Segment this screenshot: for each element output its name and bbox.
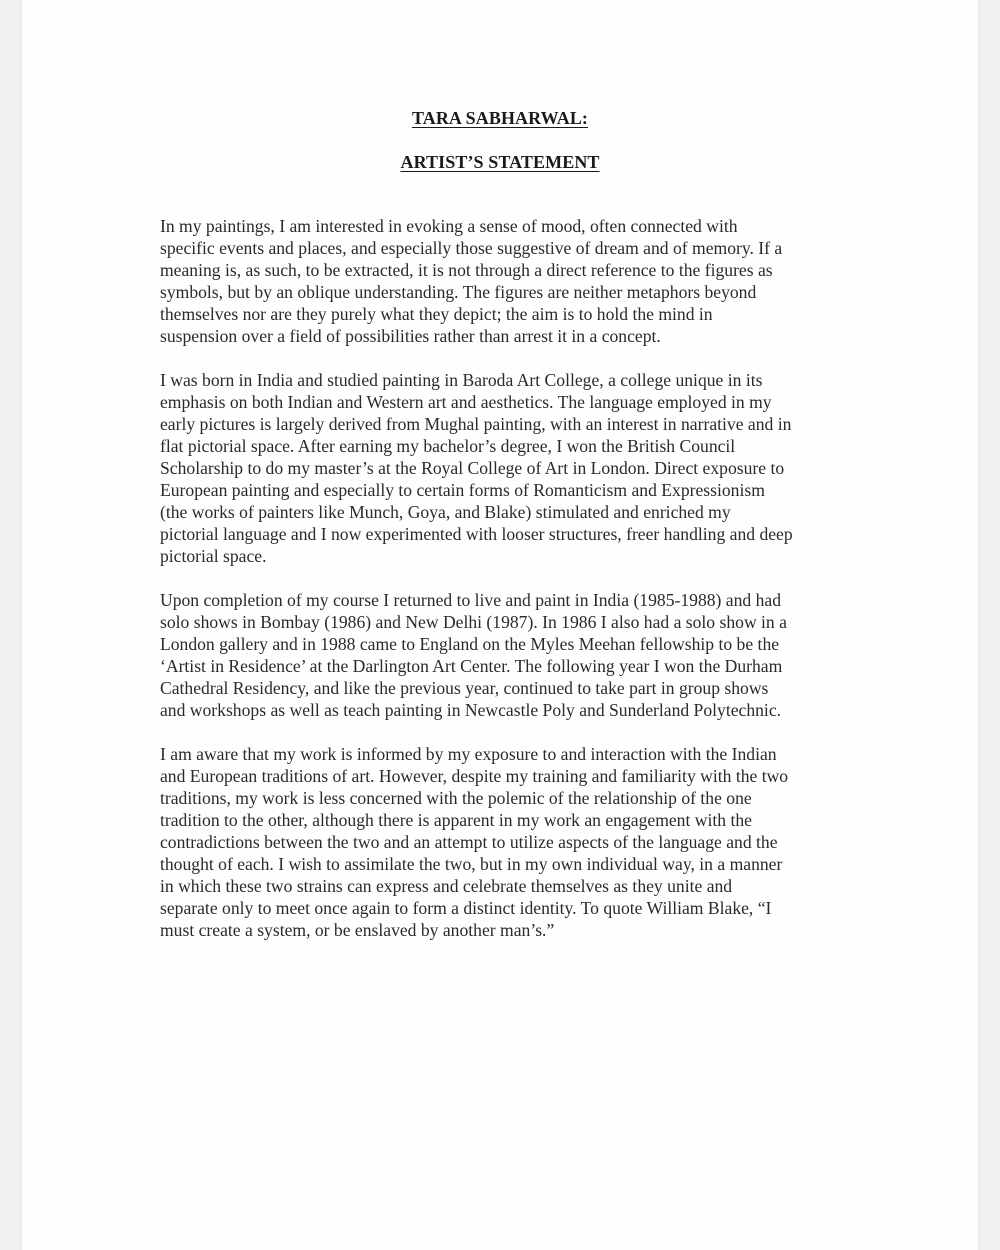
text-line: In my paintings, I am interested in evoking a sense of mood, often connected with xyxy=(160,216,738,236)
text-line: contradictions between the two and an attempt to utilize aspects of the language and the xyxy=(160,832,778,852)
text-line: and European traditions of art. However, despite my training and familiarity with the two xyxy=(160,766,789,786)
text-line: must create a system, or be enslaved by another man’s.” xyxy=(160,920,555,940)
text-line: early pictures is largely derived from Mughal painting, with an interest in narrative and in xyxy=(160,414,792,434)
text-line: meaning is, as such, to be extracted, it is not through a direct reference to the figures as xyxy=(160,260,773,280)
text-line: ‘Artist in Residence’ at the Darlington Art Center. The following year I won the Durham xyxy=(160,656,783,676)
text-line: specific events and places, and especially those suggestive of dream and of memory. If a xyxy=(160,238,783,258)
document-body xyxy=(160,215,860,963)
paragraph-education xyxy=(160,369,860,567)
text-line: and workshops as well as teach painting in Newcastle Poly and Sunderland Polytechnic. xyxy=(160,700,782,720)
text-line: suspension over a field of possibilities rather than arrest it in a concept. xyxy=(160,326,661,346)
text-line: tradition to the other, although there is apparent in my work an engagement with the xyxy=(160,810,752,830)
text-line: traditions, my work is less concerned with the polemic of the relationship of the one xyxy=(160,788,752,808)
paragraph-mood xyxy=(160,215,860,347)
paragraph-traditions xyxy=(160,743,860,941)
text-line: European painting and especially to certain forms of Romanticism and Expressionism xyxy=(160,480,765,500)
text-line: thought of each. I wish to assimilate the two, but in my own individual way, in a manner xyxy=(160,854,783,874)
text-line: London gallery and in 1988 came to England on the Myles Meehan fellowship to be the xyxy=(160,634,780,654)
text-line: solo shows in Bombay (1986) and New Delhi (1987). In 1986 I also had a solo show in a xyxy=(160,612,787,632)
text-line: pictorial space. xyxy=(160,546,267,566)
text-line: separate only to meet once again to form a distinct identity. To quote William Blake, “I xyxy=(160,898,772,918)
text-line: (the works of painters like Munch, Goya, and Blake) stimulated and enriched my xyxy=(160,502,731,522)
text-line: Scholarship to do my master’s at the Royal College of Art in London. Direct exposure to xyxy=(160,458,785,478)
document-title: TARA SABHARWAL: xyxy=(411,108,589,128)
text-line: symbols, but by an oblique understanding. The figures are neither metaphors beyond xyxy=(160,282,757,302)
text-line: themselves nor are they purely what they depict; the aim is to hold the mind in xyxy=(160,304,713,324)
text-line: emphasis on both Indian and Western art and aesthetics. The language employed in my xyxy=(160,392,772,412)
text-line: pictorial language and I now experimented with looser structures, freer handling and deep xyxy=(160,524,793,544)
text-line: I am aware that my work is informed by my exposure to and interaction with the Indian xyxy=(160,744,777,764)
text-line: flat pictorial space. After earning my bachelor’s degree, I won the British Council xyxy=(160,436,736,456)
paragraph-career xyxy=(160,589,860,721)
text-line: Upon completion of my course I returned to live and paint in India (1985-1988) and had xyxy=(160,590,781,610)
document-subtitle: ARTIST’S STATEMENT xyxy=(400,152,600,172)
text-line: Cathedral Residency, and like the previous year, continued to take part in group shows xyxy=(160,678,769,698)
text-line: in which these two strains can express and celebrate themselves as they unite and xyxy=(160,876,733,896)
text-line: I was born in India and studied painting in Baroda Art College, a college unique in its xyxy=(160,370,763,390)
